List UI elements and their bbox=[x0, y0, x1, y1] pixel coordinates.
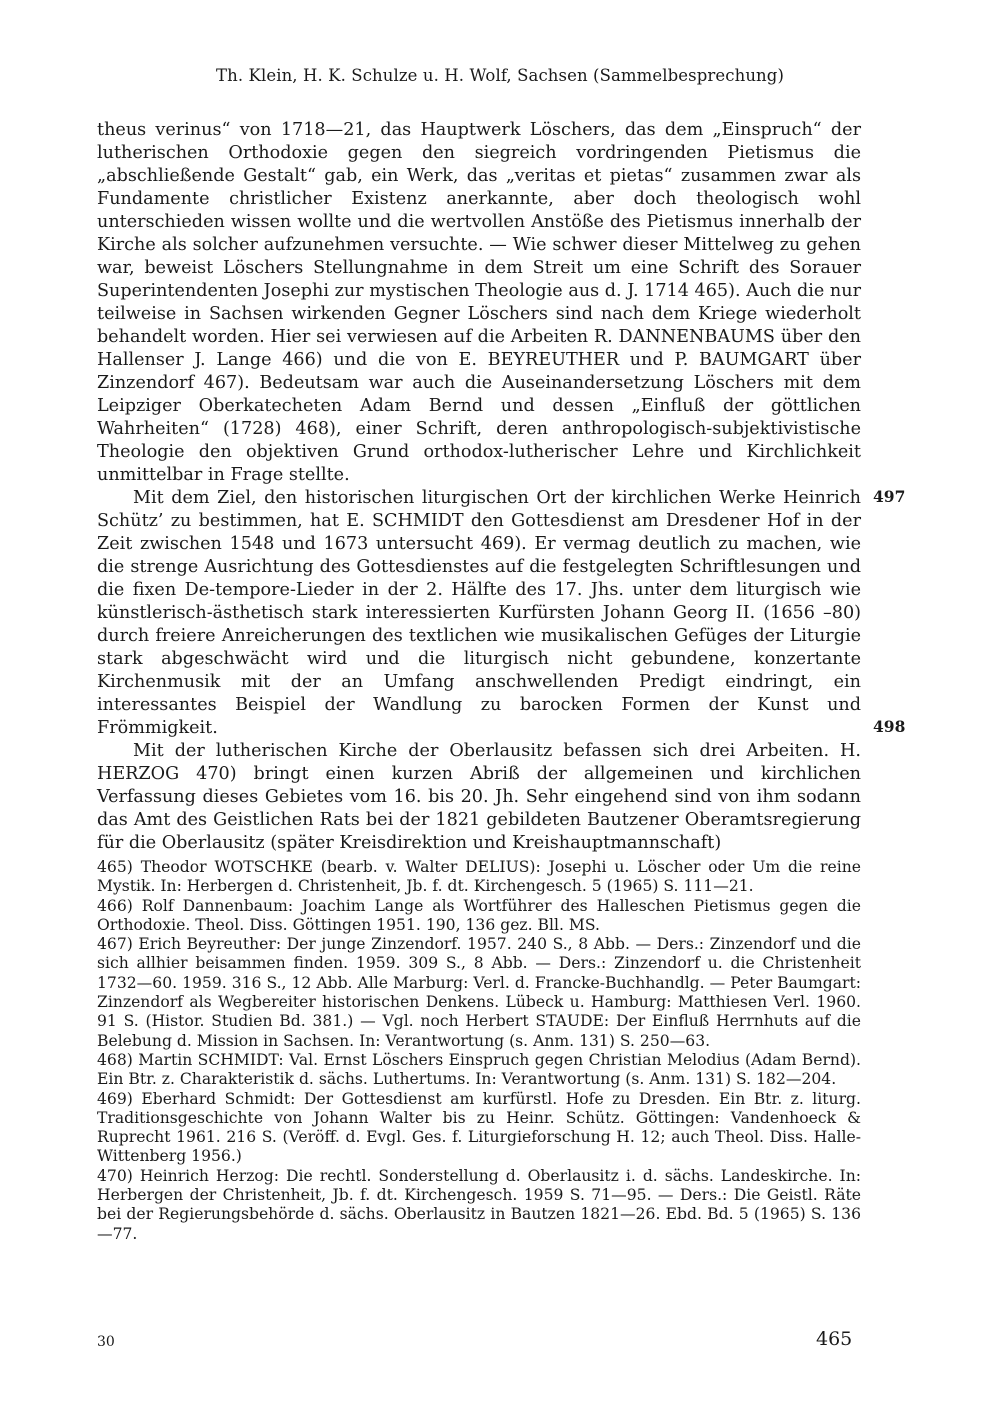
paragraph: Mit der lutherischen Kirche der Oberlausitz befassen sich drei Arbeiten. H. HERZOG 470) bringt einen kurzen Abriß der allgemeinen und kirchlichen Verfassung dieses Gebietes vom 16. bis 20. Jh. Sehr eingehend sind von ihm sodann das Amt des Geistlichen Rats bei der 1821 gebildeten Bautzener Oberamtsregierung für die Oberlausitz (später Kreisdirektion und Kreishauptmannschaft) bbox=[97, 741, 861, 853]
footnote: 465) Theodor WOTSCHKE (bearb. v. Walter DELIUS): Josephi u. Löscher oder Um die reine Mystik. In: Herbergen d. Christenheit, Jb. f. dt. Kirchengesch. 5 (1965) S. 111—21. bbox=[97, 858, 861, 896]
footnotes bbox=[97, 858, 861, 1244]
page-number: 465 bbox=[816, 1328, 853, 1350]
footnote: 469) Eberhard Schmidt: Der Gottesdienst am kurfürstl. Hofe zu Dresden. Ein Btr. z. liturg. Traditionsgeschichte von Johann Walter bis zu Heinr. Schütz. Göttingen: Vandenhoeck & Ruprecht 1961. 216 S. (Veröff. d. Evgl. Ges. f. Liturgieforschung H. 12; auch Theol. Diss. Halle-Wittenberg 1956.) bbox=[97, 1089, 861, 1166]
footnote: 466) Rolf Dannenbaum: Joachim Lange als Wortführer des Halleschen Pietismus gegen die Orthodoxie. Theol. Diss. Göttingen 1951. 190, 136 gez. Bll. MS. bbox=[97, 896, 861, 934]
margin-entry-number: 498 bbox=[873, 717, 906, 736]
running-header: Th. Klein, H. K. Schulze u. H. Wolf, Sachsen (Sammelbesprechung) bbox=[216, 66, 784, 85]
footnote: 468) Martin SCHMIDT: Val. Ernst Löschers Einspruch gegen Christian Melodius (Adam Bernd). Ein Btr. z. Charakteristik d. sächs. Luthertums. In: Verantwortung (s. Anm. 131) S. 182—204. bbox=[97, 1050, 861, 1089]
signature-mark: 30 bbox=[97, 1334, 115, 1350]
paragraph: Mit dem Ziel, den historischen liturgischen Ort der kirchlichen Werke Heinrich Schütz’ zu bestimmen, hat E. SCHMIDT den Gottesdienst am Dresdener Hof in der Zeit zwischen 1548 und 1673 untersucht 469). Er vermag deutlich zu machen, wie die strenge Ausrichtung des Gottesdienstes auf die festgelegten Schriftlesungen und die fixen De-tempore-Lieder in der 2. Hälfte des 17. Jhs. unter dem liturgisch wie künstlerisch-ästhetisch stark interessierten Kurfürsten Johann Georg II. (1656 –80) durch freiere Anreicherungen des textlichen wie musikalischen Gefüges der Liturgie stark abgeschwächt wird und die liturgisch nicht gebundene, konzertante Kirchenmusik mit der an Umfang anschwellenden Predigt eindringt, ein interessantes Beispiel der Wandlung zu barocken Formen der Kunst und Frömmigkeit. bbox=[97, 488, 861, 738]
footnote: 467) Erich Beyreuther: Der junge Zinzendorf. 1957. 240 S., 8 Abb. — Ders.: Zinzendorf und die sich allhier beisammen finden. 1959. 309 S., 8 Abb. — Ders.: Zinzendorf u. die Christenheit 1732—60. 1959. 316 S., 12 Abb. Alle Marburg: Verl. d. Francke-Buchhandlg. — Peter Baumgart: Zinzendorf als Wegbereiter historischen Denkens. Lübeck u. Hamburg: Matthiesen Verl. 1960. 91 S. (Histor. Studien Bd. 381.) — Vgl. noch Herbert STAUDE: Der Einfluß Herrnhuts auf die Belebung d. Mission in Sachsen. In: Verantwortung (s. Anm. 131) S. 250—63. bbox=[97, 935, 861, 1050]
paragraph: theus verinus“ von 1718—21, das Hauptwerk Löschers, das dem „Einspruch“ der lutherischen Orthodoxie gegen den siegreich vordringenden Pietismus die „abschließende Gestalt“ gab, ein Werk, das „veritas et pietas“ zusammen zwar als Fundamente christlicher Existenz anerkannte, aber doch theologisch wohl unterschieden wissen wollte und die wertvollen Anstöße des Pietismus innerhalb der Kirche als solcher aufzunehmen versuchte. — Wie schwer dieser Mittelweg zu gehen war, beweist Löschers Stellungnahme in dem Streit um eine Schrift des Sorauer Superintendenten Josephi zur mystischen Theologie aus d. J. 1714 465). Auch die nur teilweise in Sachsen wirkenden Gegner Löschers sind nach dem Kriege wiederholt behandelt worden. Hier sei verwiesen auf die Arbeiten R. DANNENBAUMS über den Hallenser J. Lange 466) und die von E. BEYREUTHER und P. BAUMGART über Zinzendorf 467). Bedeutsam war auch die Auseinandersetzung Löschers mit dem Leipziger Oberkatecheten Adam Bernd und dessen „Einfluß der göttlichen Wahrheiten“ (1728) 468), einer Schrift, deren anthropologisch-subjektivistische Theologie den objektiven Grund orthodox-lutherischer Lehre und Kirchlichkeit unmittelbar in Frage stellte. bbox=[97, 120, 861, 485]
margin-entry-number: 497 bbox=[873, 487, 906, 506]
footnote: 470) Heinrich Herzog: Die rechtl. Sonderstellung d. Oberlausitz i. d. sächs. Landeskirche. In: Herbergen der Christenheit, Jb. f. dt. Kirchengesch. 1959 S. 71—95. — Ders.: Die Geistl. Räte bei der Regierungsbehörde d. sächs. Oberlausitz in Bautzen 1821—26. Ebd. Bd. 5 (1965) S. 136—77. bbox=[97, 1166, 861, 1243]
main-text bbox=[97, 119, 861, 855]
